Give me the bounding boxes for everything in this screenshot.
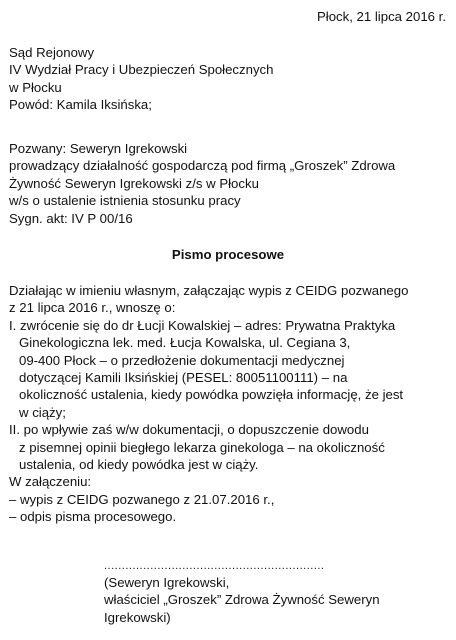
request-1-line-2: Ginekologiczna lek. med. Łucja Kowalska, ul. Cegiana 3, — [19, 335, 351, 351]
attachments-heading: W załączeniu: — [9, 474, 92, 490]
request-1-line-6: w ciąży; — [19, 404, 66, 420]
request-2-line-1: II. po wpływie zaś w/w dokumentacji, o dopuszczenie dowodu — [9, 422, 369, 438]
case-subject: w/s o ustalenie istnienia stosunku pracy — [9, 193, 241, 209]
signature-line-3: Igrekowski) — [104, 609, 171, 625]
defendant-business-line-1: prowadzący działalność gospodarczą pod firmą „Groszek” Zdrowa — [9, 158, 396, 174]
request-2-line-3: ustalenia, od kiedy powódka jest w ciąży. — [19, 457, 259, 473]
intro-line-1: Działając w imieniu własnym, załączając wypis z CEIDG pozwanego — [9, 283, 409, 298]
defendant-name: Pozwany: Seweryn Igrekowski — [9, 141, 188, 156]
court-division: IV Wydział Pracy i Ubezpieczeń Społecznych — [9, 62, 274, 78]
plaintiff-line: Powód: Kamila Iksińska; — [9, 97, 152, 113]
request-1-line-1: I. zwrócenie się do dr Łucji Kowalskiej – adres: Prywatna Praktyka — [9, 317, 396, 333]
request-1-line-5: okoliczność ustalenia, kiedy powódka powzięła informację, że jest — [19, 387, 404, 403]
signature-line-1: (Seweryn Igrekowski, — [104, 575, 230, 590]
request-2-line-2: z pisemnej opinii biegłego lekarza ginekologa – na okoliczność — [19, 439, 385, 455]
court-city: w Płocku — [9, 79, 62, 95]
case-number: Sygn. akt: IV P 00/16 — [9, 210, 133, 226]
signature-block — [104, 574, 380, 626]
date-line: Płock, 21 lipca 2016 r. — [316, 9, 446, 24]
document-title: Pismo procesowe — [171, 247, 285, 262]
intro-line-2: z 21 lipca 2016 r., wnoszę o: — [9, 300, 176, 316]
attachment-item-2: – odpis pisma procesowego. — [9, 509, 177, 525]
request-1-line-4: dotyczącej Kamili Iksińskiej (PESEL: 80051100111) – na — [19, 370, 348, 386]
signature-dotted-line: .............................................................. — [104, 560, 325, 572]
court-address-block — [9, 44, 273, 114]
defendant-block — [9, 140, 395, 227]
request-1-line-3: 09-400 Płock – o przedłożenie dokumentacji medycznej — [19, 352, 345, 368]
attachment-item-1: – wypis z CEIDG pozwanego z 21.07.2016 r., — [9, 491, 275, 507]
signature-line-2: właściciel „Groszek” Zdrowa Żywność Seweryn — [104, 592, 380, 608]
court-name: Sąd Rejonowy — [9, 45, 95, 60]
document-body — [9, 282, 408, 526]
defendant-business-line-2: Żywność Seweryn Igrekowski z/s w Płocku — [9, 175, 259, 191]
